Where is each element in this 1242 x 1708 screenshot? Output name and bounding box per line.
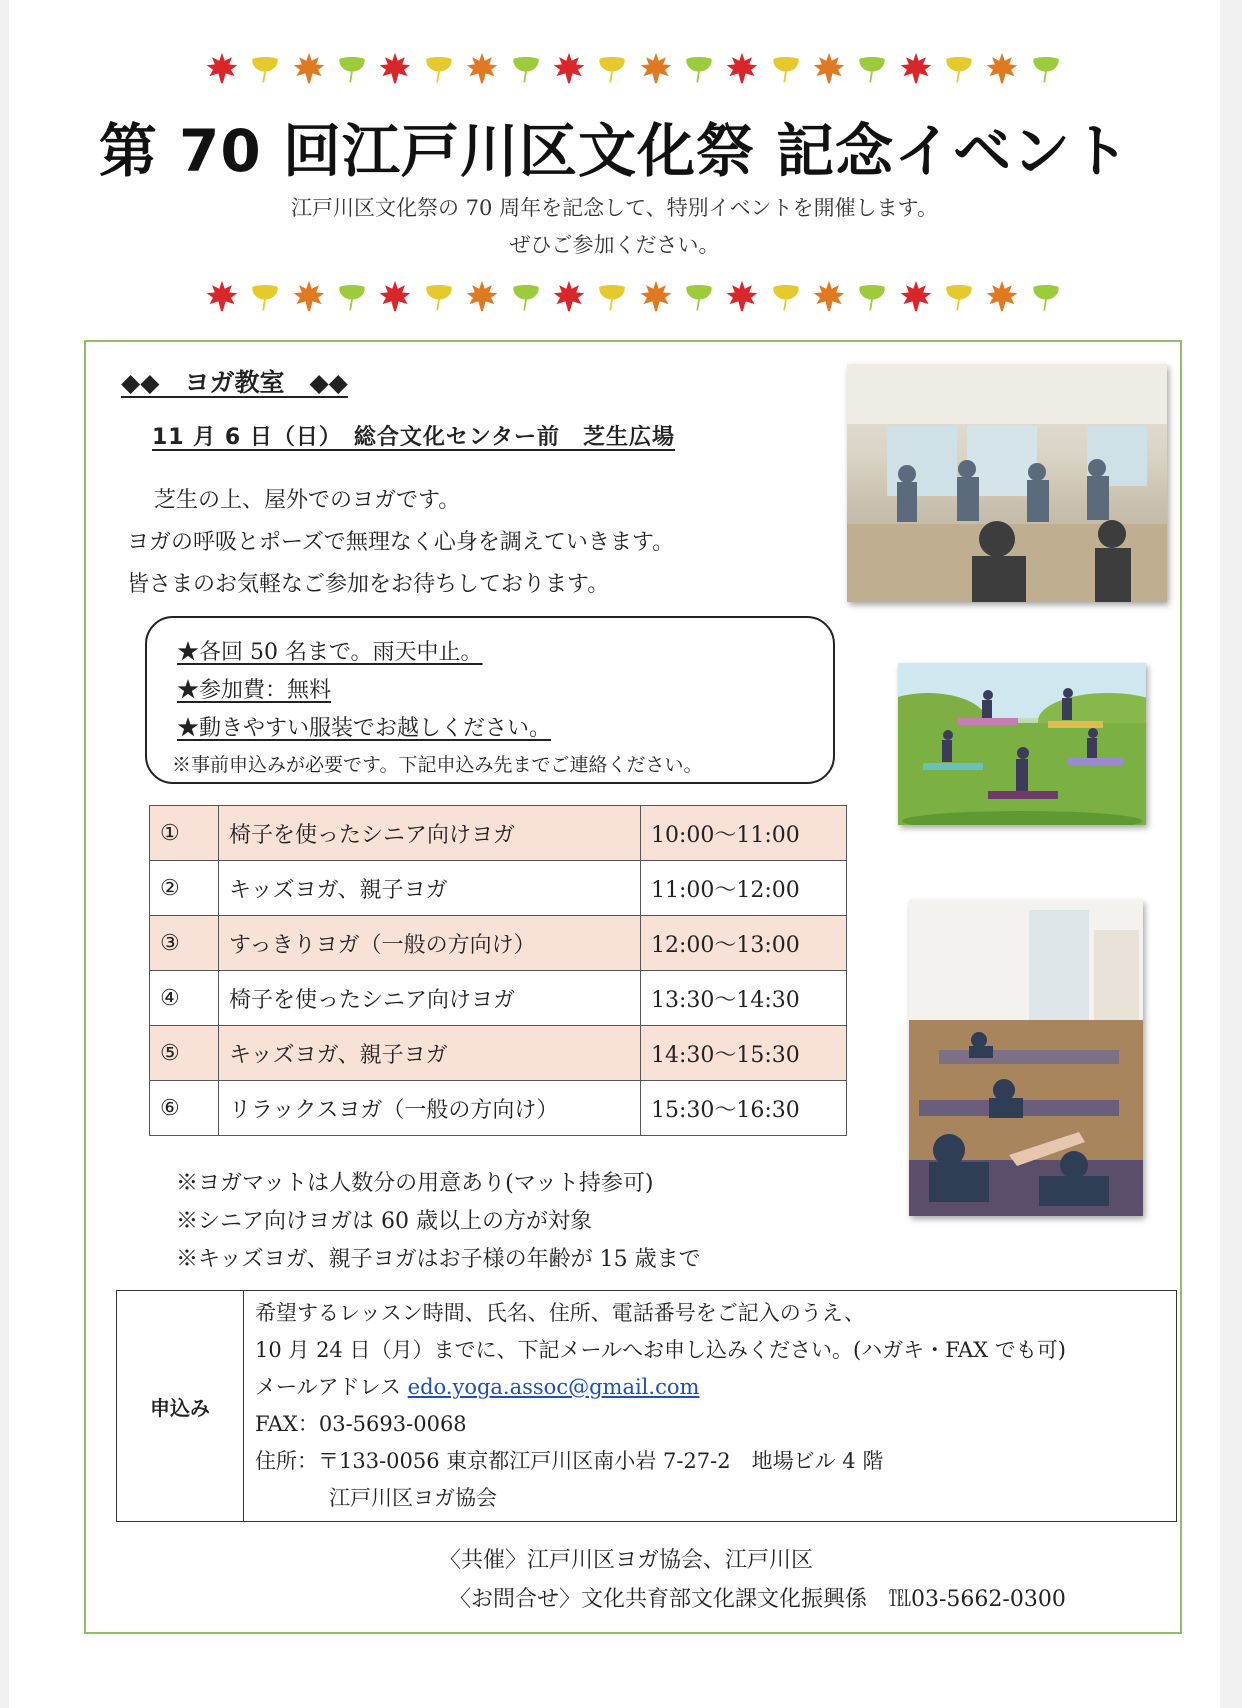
cohost-line: 〈共催〉江戸川区ヨガ協会、江戸川区: [439, 1548, 814, 1573]
email-line: [255, 1369, 1176, 1406]
leaf-icon: [984, 278, 1020, 314]
leaf-icon: [941, 278, 977, 314]
session-number: ①: [150, 806, 219, 861]
studio-yoga-photo: [909, 900, 1143, 1216]
notice-box: [145, 616, 835, 784]
leaf-icon: [594, 278, 630, 314]
footer: [439, 1541, 1066, 1619]
session-number: ⑥: [150, 1081, 219, 1136]
leaf-icon: [1028, 278, 1064, 314]
leaf-icon: [638, 50, 674, 86]
apply-line: 希望するレッスン時間、氏名、住所、電話番号をご記入のうえ、: [255, 1301, 866, 1325]
schedule-row: [150, 861, 847, 916]
session-time: 15:30〜16:30: [641, 1081, 847, 1136]
leaf-icon: [724, 278, 760, 314]
session-class: リラックスヨガ（一般の方向け）: [219, 1081, 641, 1136]
leaf-icon: [768, 50, 804, 86]
fee-note: ★参加費：無料: [177, 678, 332, 703]
date-place: 11 月 6 日（日） 総合文化センター前 芝生広場: [152, 425, 676, 450]
application-details: [244, 1291, 1177, 1522]
session-number: ③: [150, 916, 219, 971]
leaf-border-bottom: [204, 276, 1064, 316]
leaf-icon: [854, 50, 890, 86]
address-line: 住所：〒133-0056 東京都江戸川区南小岩 7-27-2 地場ビル 4 階: [255, 1449, 884, 1473]
outdoor-yoga-illustration: [898, 663, 1146, 825]
leaf-icon: [898, 278, 934, 314]
intro-line: ぜひご参加ください。: [509, 233, 720, 257]
leaf-icon: [551, 278, 587, 314]
leaf-icon: [984, 50, 1020, 86]
leaf-icon: [508, 278, 544, 314]
capacity-note: ★各回 50 名まで。雨天中止。: [177, 640, 483, 665]
leaf-icon: [811, 278, 847, 314]
leaf-icon: [377, 50, 413, 86]
leaf-icon: [204, 50, 240, 86]
session-number: ②: [150, 861, 219, 916]
leaf-icon: [594, 50, 630, 86]
leaf-border-top: [204, 48, 1064, 88]
leaf-icon: [334, 50, 370, 86]
note-line: ※シニア向けヨガは 60 歳以上の方が対象: [176, 1209, 592, 1234]
session-time: 12:00〜13:00: [641, 916, 847, 971]
session-time: 10:00〜11:00: [641, 806, 847, 861]
organization-name: 江戸川区ヨガ協会: [329, 1486, 497, 1510]
leaf-icon: [681, 278, 717, 314]
leaf-icon: [377, 278, 413, 314]
leaf-icon: [421, 50, 457, 86]
description-line: 皆さまのお気軽なご参加をお待ちしております。: [127, 572, 610, 597]
session-class: キッズヨガ、親子ヨガ: [219, 861, 641, 916]
apply-line: 10 月 24 日（月）までに、下記メールへお申し込みください。(ハガキ・FAX でも可): [255, 1338, 1066, 1362]
schedule-row: [150, 971, 847, 1026]
leaf-icon: [941, 50, 977, 86]
leaf-icon: [247, 50, 283, 86]
flyer-page: [9, 0, 1220, 1708]
fax-line: FAX：03-5693-0068: [255, 1412, 467, 1436]
session-class: キッズヨガ、親子ヨガ: [219, 1026, 641, 1081]
session-number: ⑤: [150, 1026, 219, 1081]
page-title: 第 70 回江戸川区文化祭 記念イベント: [98, 117, 1131, 185]
session-time: 13:30〜14:30: [641, 971, 847, 1026]
section-heading: ◆◆ ヨガ教室 ◆◆: [121, 368, 348, 397]
description-line: 芝生の上、屋外でのヨガです。: [154, 488, 461, 513]
description-line: ヨガの呼吸とポーズで無理なく心身を調えていきます。: [127, 530, 675, 555]
session-class: 椅子を使ったシニア向けヨガ: [219, 971, 641, 1026]
leaf-icon: [508, 50, 544, 86]
application-label: 申込み: [117, 1291, 244, 1522]
application-table: [116, 1290, 1177, 1522]
leaf-icon: [854, 278, 890, 314]
leaf-icon: [334, 278, 370, 314]
leaf-icon: [1028, 50, 1064, 86]
leaf-icon: [291, 50, 327, 86]
clothing-note: ★動きやすい服装でお越しください。: [177, 716, 552, 741]
inquiry-line: 〈お問合せ〉文化共育部文化課文化振興係 ℡03-5662-0300: [449, 1587, 1066, 1612]
leaf-icon: [724, 50, 760, 86]
leaf-icon: [421, 278, 457, 314]
intro-line: 江戸川区文化祭の 70 周年を記念して、特別イベントを開催します。: [291, 196, 938, 220]
leaf-icon: [898, 50, 934, 86]
note-line: ※キッズヨガ、親子ヨガはお子様の年齢が 15 歳まで: [176, 1247, 701, 1272]
leaf-icon: [204, 278, 240, 314]
leaf-icon: [681, 50, 717, 86]
schedule-row: [150, 916, 847, 971]
notes: [176, 1165, 701, 1279]
schedule-row: [150, 806, 847, 861]
note-line: ※ヨガマットは人数分の用意あり(マット持参可): [176, 1171, 654, 1196]
schedule-row: [150, 1081, 847, 1136]
leaf-icon: [551, 50, 587, 86]
session-class: 椅子を使ったシニア向けヨガ: [219, 806, 641, 861]
email-link[interactable]: edo.yoga.assoc@gmail.com: [407, 1375, 700, 1399]
intro-text: [9, 190, 1220, 264]
leaf-icon: [768, 278, 804, 314]
email-label: メールアドレス: [255, 1375, 401, 1399]
leaf-icon: [811, 50, 847, 86]
schedule-row: [150, 1026, 847, 1081]
leaf-icon: [638, 278, 674, 314]
indoor-chair-yoga-photo: [847, 364, 1167, 602]
description: [127, 480, 674, 606]
schedule-table: [149, 805, 847, 1136]
session-number: ④: [150, 971, 219, 1026]
session-time: 11:00〜12:00: [641, 861, 847, 916]
session-class: すっきりヨガ（一般の方向け）: [219, 916, 641, 971]
session-time: 14:30〜15:30: [641, 1026, 847, 1081]
leaf-icon: [464, 278, 500, 314]
registration-note: ※事前申込みが必要です。下記申込み先までご連絡ください。: [172, 754, 703, 776]
leaf-icon: [247, 278, 283, 314]
leaf-icon: [464, 50, 500, 86]
leaf-icon: [291, 278, 327, 314]
